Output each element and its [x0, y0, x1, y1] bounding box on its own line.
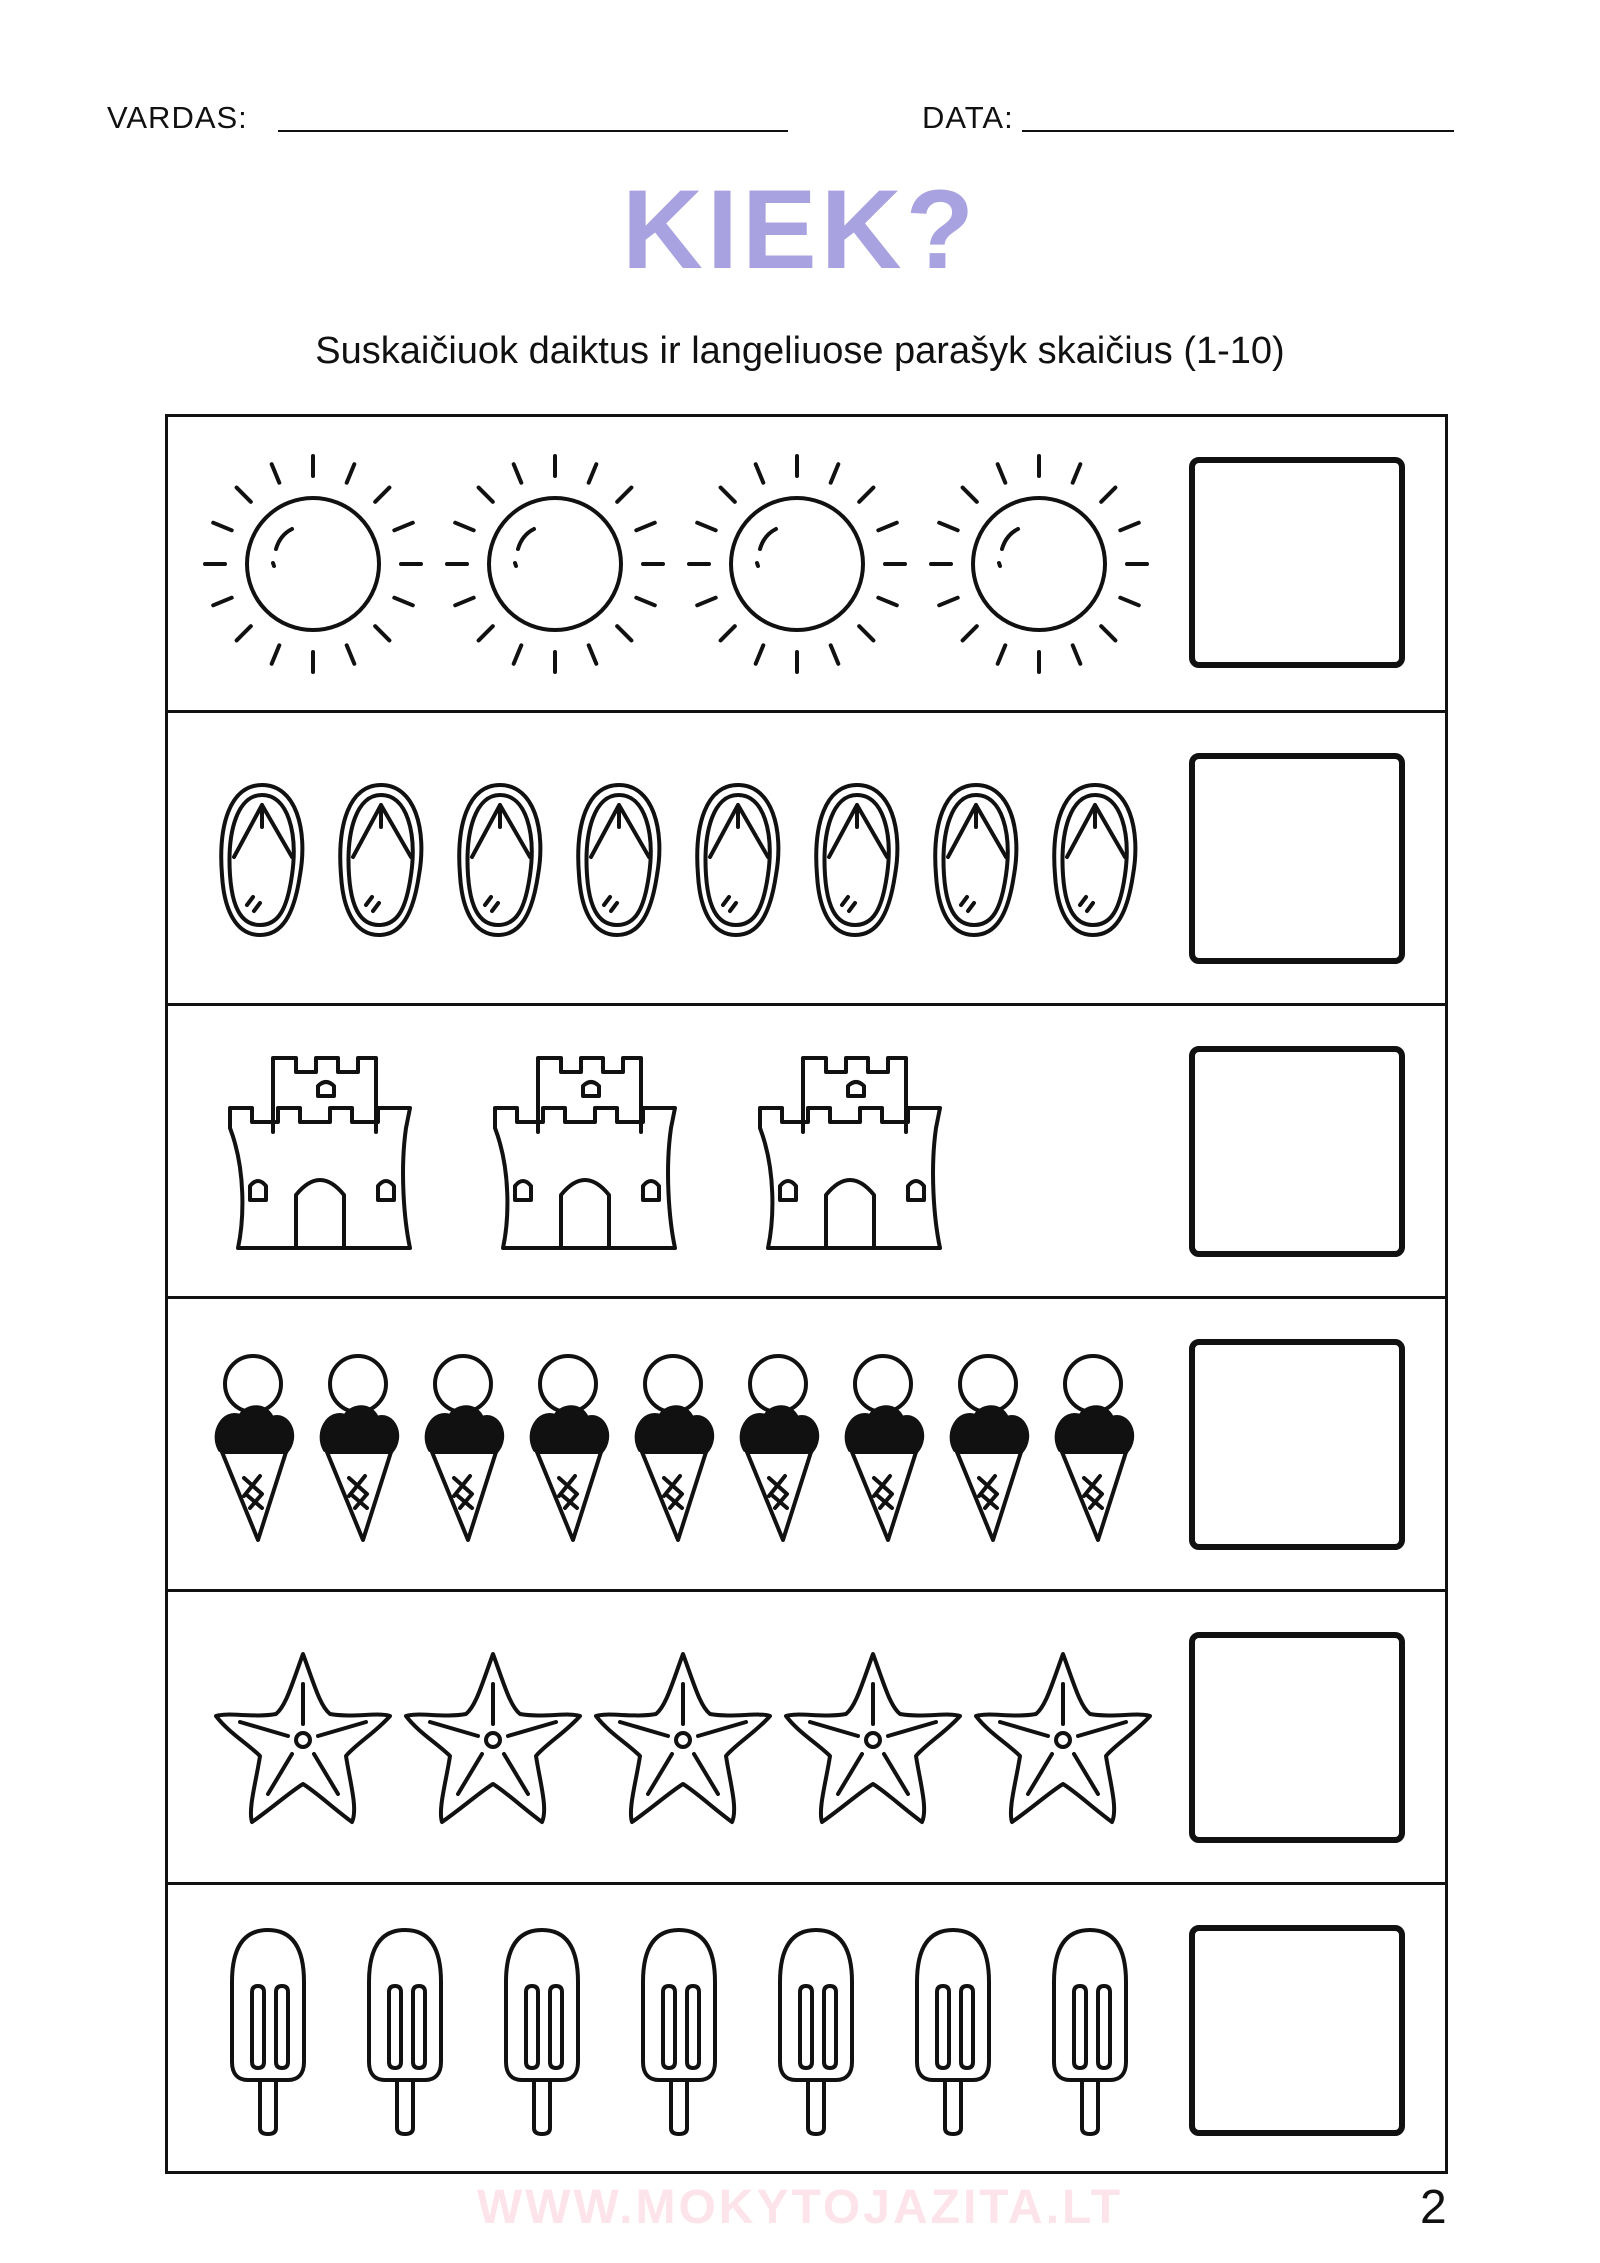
popsicle-icon — [1040, 1922, 1140, 2142]
counting-row — [168, 1882, 1445, 2175]
flip-flop-icon — [331, 775, 431, 945]
sand-castle-icon — [218, 1050, 423, 1255]
counting-row — [168, 1589, 1445, 1882]
sand-castle-icon — [483, 1050, 688, 1255]
flip-flop-icon — [688, 775, 788, 945]
answer-box[interactable] — [1189, 1632, 1405, 1843]
counting-grid — [165, 414, 1448, 2174]
ice-cream-cone-icon — [630, 1346, 716, 1546]
counting-row — [168, 417, 1445, 710]
answer-box[interactable] — [1189, 457, 1405, 668]
counting-items — [188, 1592, 1318, 1882]
popsicle-icon — [766, 1922, 866, 2142]
flip-flop-icon — [807, 775, 907, 945]
answer-box[interactable] — [1189, 1046, 1405, 1257]
popsicle-icon — [629, 1922, 729, 2142]
ice-cream-cone-icon — [420, 1346, 506, 1546]
name-label: VARDAS: — [107, 100, 248, 135]
ice-cream-cone-icon — [945, 1346, 1031, 1546]
date-label: DATA: — [922, 100, 1014, 135]
ice-cream-cone-icon — [1050, 1346, 1136, 1546]
answer-box[interactable] — [1189, 753, 1405, 964]
instruction-text: Suskaičiuok daiktus ir langeliuose parašyk skaičius (1-10) — [315, 330, 1285, 372]
ice-cream-cone-icon — [525, 1346, 611, 1546]
counting-row — [168, 710, 1445, 1003]
flip-flop-icon — [450, 775, 550, 945]
flip-flop-icon — [1045, 775, 1145, 945]
ice-cream-cone-icon — [210, 1346, 296, 1546]
footer-url: WWW.MOKYTOJAZITA.LT — [476, 2181, 1124, 2234]
popsicle-icon — [903, 1922, 1003, 2142]
sun-icon — [440, 449, 670, 679]
counting-items — [188, 1006, 1318, 1296]
flip-flop-icon — [569, 775, 669, 945]
counting-items — [188, 417, 1318, 710]
counting-items — [188, 713, 1318, 1003]
page-title: KIEK? — [622, 167, 978, 292]
page-number: 2 — [1420, 2181, 1447, 2234]
counting-row — [168, 1003, 1445, 1296]
sand-castle-icon — [748, 1050, 953, 1255]
answer-box[interactable] — [1189, 1339, 1405, 1550]
ice-cream-cone-icon — [315, 1346, 401, 1546]
flip-flop-icon — [926, 775, 1026, 945]
flip-flop-icon — [212, 775, 312, 945]
starfish-icon — [208, 1644, 398, 1834]
starfish-icon — [778, 1644, 968, 1834]
sun-icon — [924, 449, 1154, 679]
starfish-icon — [588, 1644, 778, 1834]
ice-cream-cone-icon — [735, 1346, 821, 1546]
sun-icon — [198, 449, 428, 679]
popsicle-icon — [492, 1922, 592, 2142]
popsicle-icon — [355, 1922, 455, 2142]
sun-icon — [682, 449, 912, 679]
starfish-icon — [968, 1644, 1158, 1834]
answer-box[interactable] — [1189, 1925, 1405, 2136]
counting-items — [188, 1885, 1318, 2175]
counting-row — [168, 1296, 1445, 1589]
ice-cream-cone-icon — [840, 1346, 926, 1546]
date-field-line[interactable] — [1022, 130, 1454, 132]
name-field-line[interactable] — [278, 130, 788, 132]
counting-items — [188, 1299, 1318, 1589]
popsicle-icon — [218, 1922, 318, 2142]
starfish-icon — [398, 1644, 588, 1834]
